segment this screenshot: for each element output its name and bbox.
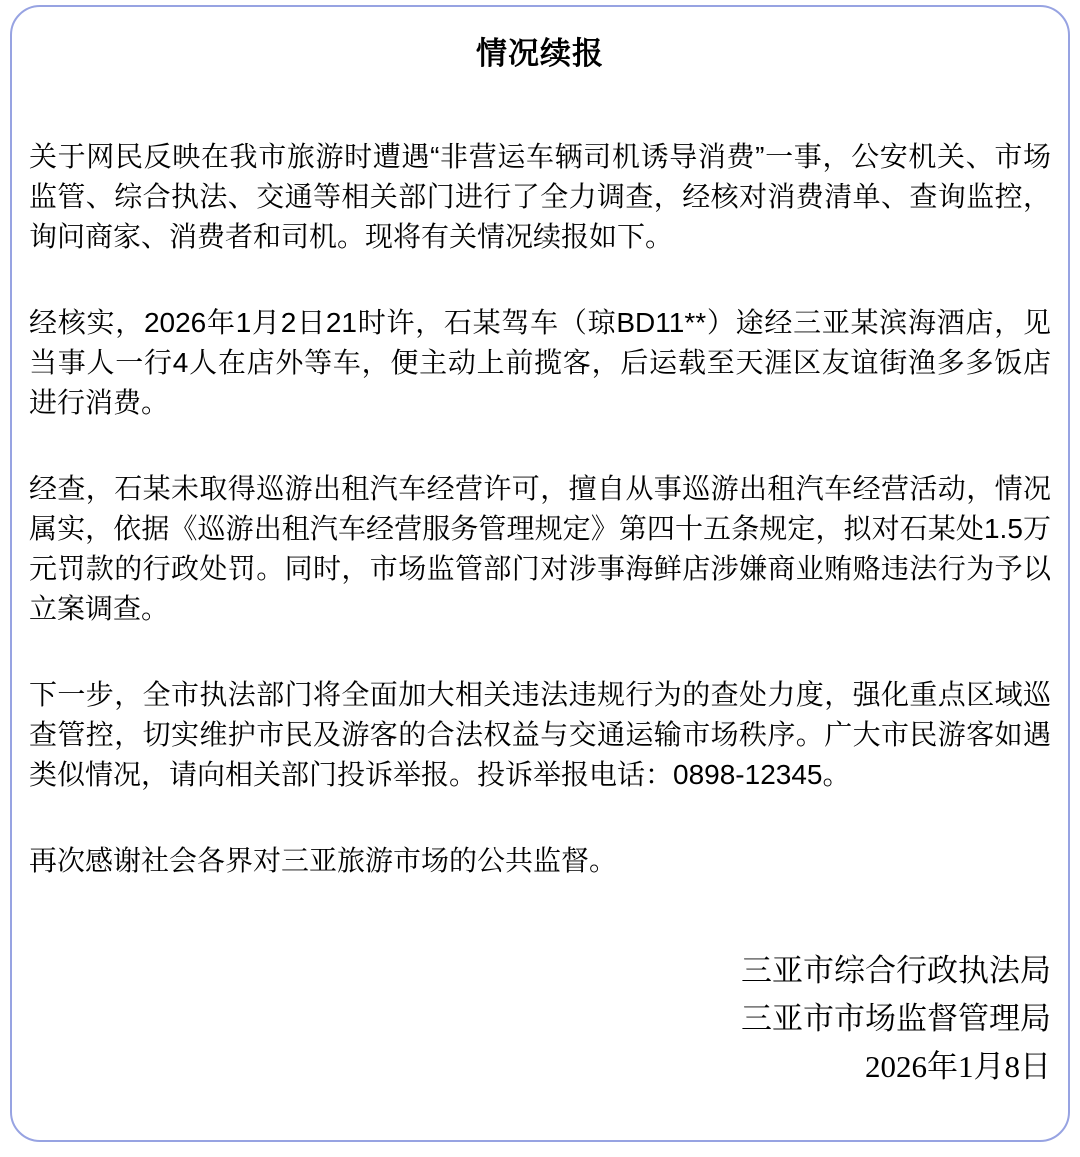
document-title: 情况续报: [476, 36, 604, 71]
notice-paragraph-intro: 关于网民反映在我市旅游时遭遇“非营运车辆司机诱导消费”一事，公安机关、市场监管、综合执法、交通等相关部门进行了全力调查，经核对消费清单、查询监控，询问商家、消费者和司机。现将有关情况续报如下。: [29, 141, 1051, 252]
notice-paragraph-next-steps: 下一步，全市执法部门将全面加大相关违法违规行为的查处力度，强化重点区域巡查管控，切实维护市民及游客的合法权益与交通运输市场秩序。广大市民游客如遇类似情况，请向相关部门投诉举报。投诉举报电话：0898-12345。: [29, 679, 1051, 790]
signature-organization-1: 三亚市综合行政执法局: [741, 953, 1051, 988]
signature-block: [29, 947, 1051, 1091]
notice-document: [10, 5, 1070, 1142]
notice-paragraph-thanks: 再次感谢社会各界对三亚旅游市场的公共监督。: [29, 845, 618, 876]
notice-paragraph-incident-facts: 经核实，2026年1月2日21时许，石某驾车（琼BD11**）途经三亚某滨海酒店，见当事人一行4人在店外等车，便主动上前揽客，后运载至天涯区友谊街渔多多饭店进行消费。: [29, 307, 1051, 418]
signature-organization-2: 三亚市市场监督管理局: [741, 1001, 1051, 1036]
signature-date: 2026年1月8日: [865, 1049, 1051, 1084]
notice-paragraph-penalty: 经查，石某未取得巡游出租汽车经营许可，擅自从事巡游出租汽车经营活动，情况属实，依据《巡游出租汽车经营服务管理规定》第四十五条规定，拟对石某处1.5万元罚款的行政处罚。同时，市场监管部门对涉事海鲜店涉嫌商业贿赂违法行为予以立案调查。: [29, 473, 1051, 624]
